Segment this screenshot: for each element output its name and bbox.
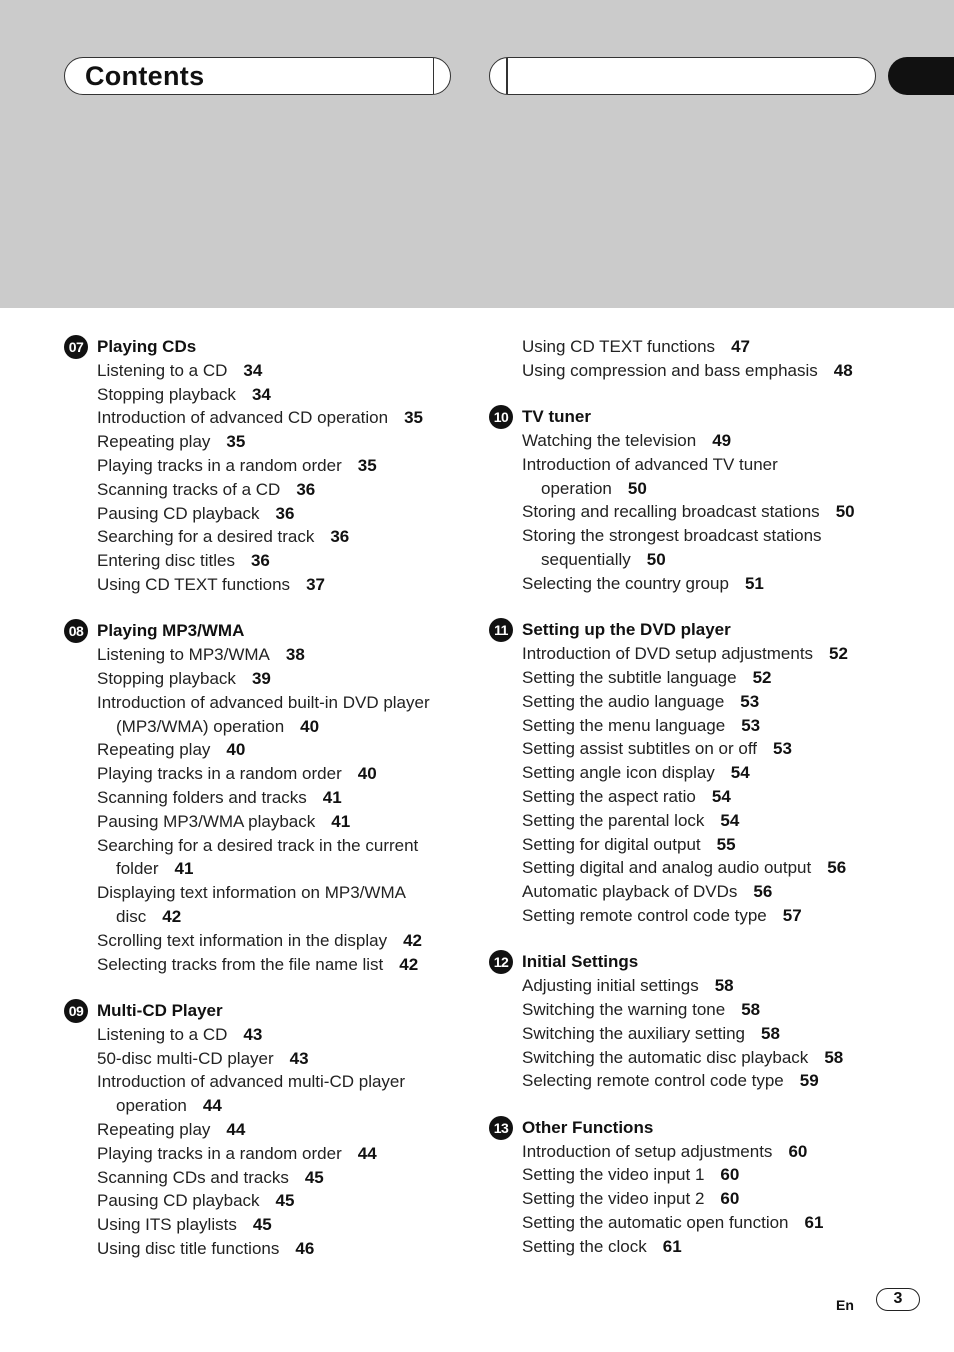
toc-entry[interactable]	[489, 1235, 929, 1259]
toc-entry-text: Stopping playback	[97, 384, 236, 404]
toc-entry-text: Setting the audio language	[522, 691, 725, 711]
toc-entry[interactable]	[64, 406, 464, 430]
toc-page-number: 34	[251, 384, 271, 404]
toc-entry-text: Selecting remote control code type	[522, 1071, 784, 1091]
toc-entry-text: Playing tracks in a random order	[97, 1143, 342, 1163]
toc-entry[interactable]	[64, 857, 464, 881]
toc-page-number: 50	[627, 478, 647, 498]
section-title: Multi-CD Player	[97, 1000, 223, 1020]
toc-entry[interactable]	[64, 454, 464, 478]
toc-page-number: 61	[804, 1213, 824, 1233]
toc-entry[interactable]	[489, 335, 929, 359]
toc-entry[interactable]	[489, 477, 929, 501]
toc-page-number: 35	[226, 432, 246, 452]
toc-page-number: 54	[711, 786, 731, 806]
toc-entry[interactable]	[489, 761, 929, 785]
toc-entry-text: Introduction of advanced multi-CD player	[97, 1072, 406, 1092]
toc-entry[interactable]	[489, 1046, 929, 1070]
toc-entry[interactable]	[489, 737, 929, 761]
blank-frame-divider	[506, 58, 508, 94]
toc-section	[489, 950, 929, 1093]
toc-entry-text: Displaying text information on MP3/WMA	[97, 883, 406, 903]
toc-entry[interactable]	[489, 809, 929, 833]
toc-page-number: 36	[296, 479, 316, 499]
toc-entry[interactable]	[64, 383, 464, 407]
toc-page-number: 56	[753, 882, 773, 902]
toc-page-number: 56	[827, 858, 847, 878]
toc-entry-text: Switching the automatic disc playback	[522, 1047, 809, 1067]
toc-entry-text: folder	[116, 859, 159, 879]
toc-entry[interactable]	[489, 572, 929, 596]
toc-page-number: 44	[202, 1096, 222, 1116]
section-heading[interactable]	[489, 950, 929, 974]
section-heading[interactable]	[489, 405, 929, 429]
toc-entry[interactable]	[489, 1069, 929, 1093]
toc-entry[interactable]	[64, 525, 464, 549]
section-title: Playing CDs	[97, 336, 197, 356]
toc-page-number: 38	[285, 645, 305, 665]
toc-entry-text: Introduction of advanced CD operation	[97, 408, 389, 428]
toc-entry[interactable]	[489, 359, 929, 383]
toc-entry-text: Switching the warning tone	[522, 999, 726, 1019]
toc-entry-text: Setting the subtitle language	[522, 667, 737, 687]
toc-entry[interactable]	[489, 500, 929, 524]
toc-entry[interactable]	[489, 429, 929, 453]
toc-page-number: 58	[741, 999, 761, 1019]
section-number-badge: 13	[489, 1116, 513, 1140]
toc-page-number: 42	[162, 907, 182, 927]
toc-page-number: 46	[295, 1239, 315, 1259]
toc-entry-text: Setting the clock	[522, 1236, 647, 1256]
toc-entry-text: Setting digital and analog audio output	[522, 858, 812, 878]
toc-page-number: 40	[357, 764, 377, 784]
section-title: Initial Settings	[522, 952, 639, 972]
toc-section	[64, 619, 464, 976]
toc-entry-text: Listening to MP3/WMA	[97, 645, 270, 665]
toc-entry-text: Watching the television	[522, 431, 697, 451]
toc-entry[interactable]	[64, 1237, 464, 1261]
toc-page-number: 52	[752, 667, 772, 687]
toc-entry-text: sequentially	[541, 550, 631, 570]
toc-entry[interactable]	[64, 786, 464, 810]
toc-page-number: 57	[782, 905, 802, 925]
toc-entry-text: Automatic playback of DVDs	[522, 882, 738, 902]
toc-page-number: 35	[404, 408, 423, 428]
toc-page-number: 58	[824, 1047, 844, 1067]
page-number: 3	[876, 1288, 920, 1311]
toc-entry-text: Searching for a desired track in the current	[97, 835, 419, 855]
section-number-badge: 08	[64, 619, 88, 643]
toc-entry-text: Repeating play	[97, 740, 211, 760]
toc-entry[interactable]	[64, 430, 464, 454]
toc-page-number: 41	[322, 788, 342, 808]
toc-entry[interactable]	[489, 904, 929, 928]
toc-entry-text: Setting the menu language	[522, 715, 726, 735]
toc-entry-text: Switching the auxiliary setting	[522, 1023, 746, 1043]
toc-section	[489, 1116, 929, 1259]
toc-entry-text: Setting the video input 2	[522, 1189, 705, 1209]
toc-entry[interactable]	[489, 856, 929, 880]
toc-page-number: 53	[740, 691, 760, 711]
section-title: Playing MP3/WMA	[97, 621, 245, 641]
toc-section	[64, 335, 464, 597]
toc-entry[interactable]	[64, 1213, 464, 1237]
toc-entry[interactable]	[64, 905, 464, 929]
toc-entry-text: Listening to a CD	[97, 1024, 228, 1044]
toc-entry-text: Selecting tracks from the file name list	[97, 954, 384, 974]
toc-page-number: 39	[251, 669, 271, 689]
toc-page-number: 50	[835, 502, 855, 522]
toc-right-column	[489, 335, 929, 1281]
toc-entry[interactable]	[489, 524, 929, 548]
toc-left-column	[64, 335, 464, 1284]
toc-entry[interactable]	[64, 691, 464, 715]
toc-section	[489, 335, 929, 383]
toc-page-number: 43	[243, 1024, 263, 1044]
toc-entry[interactable]	[489, 1163, 929, 1187]
toc-entry-text: Introduction of advanced TV tuner	[522, 454, 778, 474]
toc-entry[interactable]	[489, 998, 929, 1022]
toc-entry-text: Searching for a desired track	[97, 527, 315, 547]
toc-page-number: 45	[252, 1215, 272, 1235]
toc-entry[interactable]	[64, 953, 464, 977]
toc-entry[interactable]	[489, 548, 929, 572]
toc-entry[interactable]	[64, 715, 464, 739]
toc-entry-text: Repeating play	[97, 432, 211, 452]
toc-entry[interactable]	[64, 643, 464, 667]
section-heading[interactable]	[64, 619, 464, 643]
toc-entry-text: Repeating play	[97, 1120, 211, 1140]
toc-entry[interactable]	[64, 549, 464, 573]
toc-entry-text: Playing tracks in a random order	[97, 764, 342, 784]
page-title: Contents	[85, 61, 205, 91]
section-title: Setting up the DVD player	[522, 620, 731, 640]
toc-section	[489, 618, 929, 927]
section-heading[interactable]	[489, 618, 929, 642]
toc-entry-text: disc	[116, 907, 147, 927]
toc-entry[interactable]	[64, 810, 464, 834]
toc-entry[interactable]	[64, 1142, 464, 1166]
toc-page-number: 42	[403, 930, 423, 950]
toc-page-number: 40	[300, 716, 320, 736]
toc-entry-text: Setting assist subtitles on or off	[522, 739, 757, 759]
toc-page-number: 60	[720, 1165, 740, 1185]
toc-entry-text: Scanning CDs and tracks	[97, 1167, 289, 1187]
toc-page-number: 50	[646, 550, 666, 570]
toc-entry[interactable]	[64, 1189, 464, 1213]
toc-entry[interactable]	[489, 880, 929, 904]
toc-entry[interactable]	[489, 1211, 929, 1235]
toc-entry-text: Pausing MP3/WMA playback	[97, 811, 316, 831]
title-frame	[64, 57, 451, 95]
toc-page-number: 60	[788, 1141, 808, 1161]
toc-entry-text: Scanning tracks of a CD	[97, 479, 281, 499]
toc-entry[interactable]	[489, 1140, 929, 1164]
toc-page-number: 41	[331, 811, 351, 831]
toc-entry-text: Pausing CD playback	[97, 503, 260, 523]
toc-entry-text: Setting the aspect ratio	[522, 786, 696, 806]
toc-entry[interactable]	[489, 690, 929, 714]
toc-page-number: 44	[357, 1143, 377, 1163]
toc-entry-text: Scrolling text information in the display	[97, 930, 388, 950]
toc-entry[interactable]	[64, 359, 464, 383]
toc-page-number: 53	[741, 715, 761, 735]
toc-entry-text: Adjusting initial settings	[522, 976, 699, 996]
toc-page-number: 40	[226, 740, 246, 760]
toc-page-number: 52	[829, 644, 848, 664]
section-tab	[888, 57, 954, 95]
toc-entry[interactable]	[489, 1022, 929, 1046]
section-title: Other Functions	[522, 1117, 654, 1137]
toc-entry-text: Setting the parental lock	[522, 810, 705, 830]
toc-entry[interactable]	[64, 502, 464, 526]
toc-entry-text: Setting remote control code type	[522, 905, 767, 925]
toc-page-number: 45	[275, 1191, 295, 1211]
toc-entry-text: Introduction of advanced built-in DVD player	[97, 692, 430, 712]
toc-entry[interactable]	[64, 1166, 464, 1190]
section-number-badge: 12	[489, 950, 513, 974]
toc-entry[interactable]	[64, 1118, 464, 1142]
toc-entry-text: Storing the strongest broadcast stations	[522, 526, 822, 546]
section-heading[interactable]	[64, 335, 464, 359]
toc-entry[interactable]	[64, 834, 464, 858]
toc-entry-text: Playing tracks in a random order	[97, 455, 342, 475]
toc-entry-text: operation	[541, 478, 612, 498]
toc-page-number: 43	[289, 1048, 309, 1068]
toc-page-number: 60	[720, 1189, 740, 1209]
toc-entry-text: Pausing CD playback	[97, 1191, 260, 1211]
toc-page-number: 54	[720, 810, 740, 830]
toc-entry[interactable]	[489, 974, 929, 998]
toc-entry[interactable]	[489, 1187, 929, 1211]
toc-entry[interactable]	[64, 738, 464, 762]
toc-entry[interactable]	[64, 1047, 464, 1071]
toc-entry-text: Setting the automatic open function	[522, 1213, 789, 1233]
toc-page-number: 59	[799, 1071, 819, 1091]
toc-page-number: 55	[716, 834, 736, 854]
toc-page-number: 36	[275, 503, 295, 523]
toc-page-number: 45	[304, 1167, 324, 1187]
section-number-badge: 07	[64, 335, 88, 359]
section-number-badge: 11	[489, 618, 513, 642]
toc-entry[interactable]	[489, 666, 929, 690]
title-frame-divider	[433, 58, 435, 94]
toc-page-number: 58	[761, 1023, 780, 1043]
toc-entry-text: Setting angle icon display	[522, 763, 715, 783]
toc-page-number: 34	[243, 360, 263, 380]
toc-entry[interactable]	[64, 1023, 464, 1047]
toc-page-number: 58	[714, 976, 734, 996]
toc-entry-text: Scanning folders and tracks	[97, 788, 307, 808]
toc-page-number: 36	[250, 551, 270, 571]
toc-entry[interactable]	[64, 762, 464, 786]
toc-page-number: 61	[662, 1236, 682, 1256]
toc-entry-text: Listening to a CD	[97, 360, 228, 380]
toc-page-number: 49	[712, 431, 732, 451]
toc-page-number: 48	[833, 360, 853, 380]
toc-entry-text: Storing and recalling broadcast stations	[522, 502, 820, 522]
toc-entry[interactable]	[64, 478, 464, 502]
toc-page-number: 37	[306, 574, 325, 594]
toc-entry-text: Setting the video input 1	[522, 1165, 705, 1185]
toc-entry[interactable]	[64, 881, 464, 905]
section-number-badge: 10	[489, 405, 513, 429]
toc-page-number: 41	[174, 859, 194, 879]
toc-page-number: 54	[730, 763, 750, 783]
toc-entry[interactable]	[489, 642, 929, 666]
toc-page-number: 53	[772, 739, 792, 759]
toc-entry-text: Using ITS playlists	[97, 1215, 237, 1235]
toc-entry-text: Using compression and bass emphasis	[522, 360, 818, 380]
toc-entry[interactable]	[64, 1094, 464, 1118]
language-code: En	[836, 1297, 854, 1313]
toc-page-number: 35	[357, 455, 377, 475]
toc-section	[64, 999, 464, 1261]
toc-entry-text: Introduction of DVD setup adjustments	[522, 644, 814, 664]
toc-entry[interactable]	[64, 1070, 464, 1094]
toc-entry-text: Using CD TEXT functions	[522, 337, 716, 356]
section-heading[interactable]	[489, 1116, 929, 1140]
toc-entry-text: Stopping playback	[97, 669, 236, 689]
blank-frame	[489, 57, 876, 95]
toc-entry-text: 50-disc multi-CD player	[97, 1048, 274, 1068]
toc-entry-text: Using disc title functions	[97, 1239, 280, 1259]
section-title: TV tuner	[522, 407, 591, 427]
toc-entry[interactable]	[489, 785, 929, 809]
toc-entry[interactable]	[64, 573, 464, 597]
toc-page-number: 51	[744, 573, 764, 593]
toc-entry-text: Using CD TEXT functions	[97, 574, 291, 594]
toc-entry-text: Setting for digital output	[522, 834, 701, 854]
toc-entry-text: operation	[116, 1096, 187, 1116]
header-band	[0, 0, 954, 308]
toc-section	[489, 405, 929, 595]
toc-page-number: 36	[330, 527, 350, 547]
toc-page-number: 42	[399, 954, 419, 974]
toc-entry[interactable]	[64, 929, 464, 953]
toc-page-number: 47	[731, 337, 750, 356]
toc-entry[interactable]	[489, 714, 929, 738]
toc-entry-text: Selecting the country group	[522, 573, 729, 593]
section-number-badge: 09	[64, 999, 88, 1023]
toc-entry-text: Introduction of setup adjustments	[522, 1141, 773, 1161]
section-heading[interactable]	[64, 999, 464, 1023]
toc-entry[interactable]	[489, 833, 929, 857]
toc-entry[interactable]	[64, 667, 464, 691]
toc-entry-text: Entering disc titles	[97, 551, 235, 571]
toc-entry-text: (MP3/WMA) operation	[116, 716, 285, 736]
toc-entry[interactable]	[489, 453, 929, 477]
toc-page-number: 44	[226, 1120, 246, 1140]
